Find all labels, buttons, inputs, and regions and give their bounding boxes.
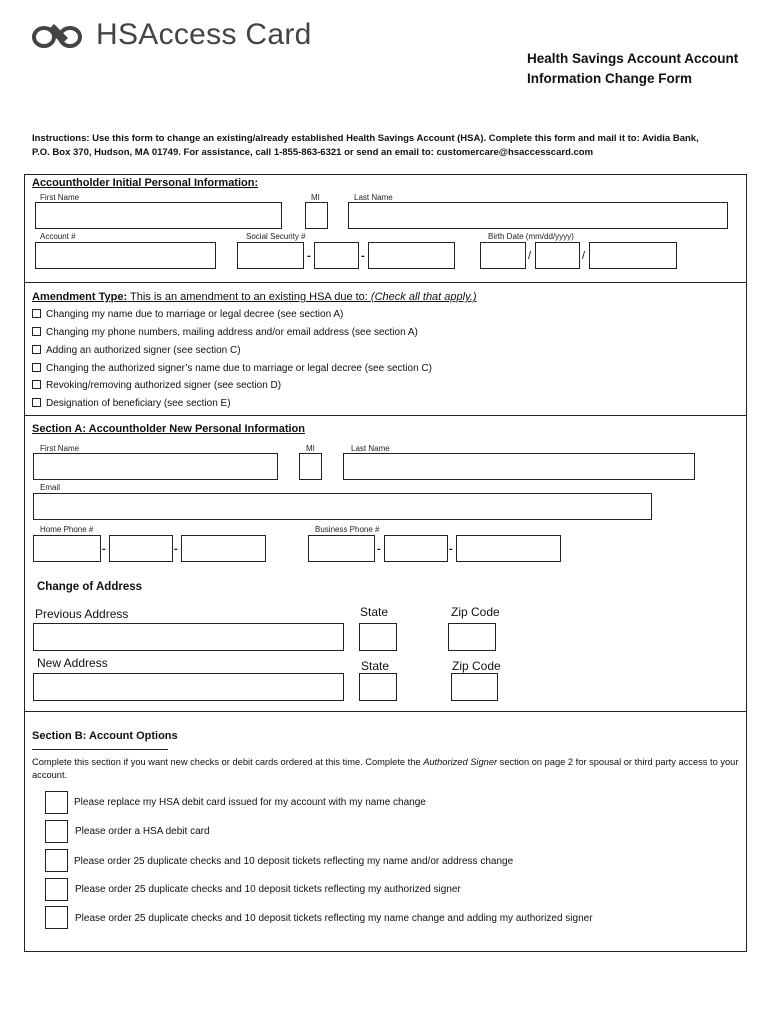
amendment-option-label: Changing my name due to marriage or legal decree (see section A)	[46, 309, 344, 320]
amendment-subtitle: This is an amendment to an existing HSA due to:	[127, 291, 371, 303]
amendment-option-label: Revoking/removing authorized signer (see section D)	[46, 380, 282, 391]
birth-date-label: Birth Date (mm/dd/yyyy)	[488, 232, 574, 241]
checkbox-icon[interactable]	[32, 398, 41, 407]
option-label-4: Please order 25 duplicate checks and 10 deposit tickets reflecting my authorized signer	[75, 884, 461, 895]
ssn-label: Social Security #	[246, 232, 306, 241]
previous-state-field[interactable]	[359, 623, 397, 651]
previous-zip-field[interactable]	[448, 623, 496, 651]
initial-info-title: Accountholder Initial Personal Information:	[32, 177, 259, 189]
new-first-name-label: First Name	[40, 444, 80, 453]
business-phone-field-3[interactable]	[456, 535, 561, 562]
amendment-option-5[interactable]	[32, 380, 281, 391]
home-phone-field-1[interactable]	[33, 535, 101, 562]
birth-month-field[interactable]	[480, 242, 526, 269]
option-checkbox-1[interactable]	[45, 791, 68, 814]
instructions	[32, 132, 699, 160]
option-checkbox-3[interactable]	[45, 849, 68, 872]
birth-year-field[interactable]	[589, 242, 677, 269]
checkbox-icon[interactable]	[32, 327, 41, 336]
last-name-field[interactable]	[348, 202, 728, 229]
amendment-option-label: Changing the authorized signer’s name due to marriage or legal decree (see section C)	[46, 363, 432, 374]
section-b-desc-line1	[32, 756, 738, 769]
section-b-desc-line2: account.	[32, 770, 68, 780]
account-field[interactable]	[35, 242, 216, 269]
instructions-line1: Instructions: Use this form to change an existing/already established Health Savings Account (HSA). Complete this form and mail it to: Avidia Bank,	[32, 133, 699, 144]
hsaccess-logo-icon	[30, 20, 86, 54]
option-label-1: Please replace my HSA debit card issued for my account with my name change	[74, 797, 426, 808]
section-b-desc-part2: section on page 2 for spousal or third party access to your	[497, 757, 739, 767]
amendment-option-3[interactable]	[32, 345, 241, 356]
ssn-dash-1: -	[307, 250, 311, 262]
mi-label: MI	[311, 193, 320, 202]
option-checkbox-5[interactable]	[45, 906, 68, 929]
checkbox-icon[interactable]	[32, 363, 41, 372]
divider-3	[24, 711, 747, 712]
business-phone-dash-1: -	[377, 543, 381, 555]
home-phone-dash-2: -	[174, 543, 178, 555]
checkbox-icon[interactable]	[32, 380, 41, 389]
form-title	[527, 49, 738, 89]
section-b-title: Section B: Account Options	[32, 730, 178, 742]
logo-text: HSAccess Card	[96, 18, 312, 51]
new-address-label: New Address	[37, 656, 108, 670]
new-state-label: State	[361, 659, 390, 673]
divider-2	[24, 415, 747, 416]
amendment-option-label: Changing my phone numbers, mailing address and/or email address (see section A)	[46, 327, 418, 338]
option-label-2: Please order a HSA debit card	[75, 826, 210, 837]
new-mi-field[interactable]	[299, 453, 322, 480]
section-b-desc-part1: Complete this section if you want new checks or debit cards ordered at this time. Complete the	[32, 757, 424, 767]
new-mi-label: MI	[306, 444, 315, 453]
amendment-option-1[interactable]	[32, 309, 343, 320]
checkbox-icon[interactable]	[32, 309, 41, 318]
birth-slash-1: /	[528, 250, 532, 262]
ssn-field-3[interactable]	[368, 242, 455, 269]
home-phone-field-2[interactable]	[109, 535, 173, 562]
section-b-title-underline	[32, 749, 168, 750]
birth-slash-2: /	[582, 250, 586, 262]
new-last-name-field[interactable]	[343, 453, 695, 480]
option-label-5: Please order 25 duplicate checks and 10 deposit tickets reflecting my name change and adding my authorized signer	[75, 913, 593, 924]
amendment-option-label: Designation of beneficiary (see section E)	[46, 398, 231, 409]
amendment-option-2[interactable]	[32, 327, 418, 338]
form-title-line2: Information Change Form	[527, 71, 692, 86]
birth-day-field[interactable]	[535, 242, 580, 269]
new-zip-label: Zip Code	[452, 659, 501, 673]
business-phone-label: Business Phone #	[315, 525, 380, 534]
section-a-title: Section A: Accountholder New Personal Information	[32, 423, 305, 435]
ssn-dash-2: -	[361, 250, 365, 262]
new-address-field[interactable]	[33, 673, 344, 701]
amendment-heading	[32, 291, 477, 303]
email-label: Email	[40, 483, 61, 492]
account-label: Account #	[40, 232, 76, 241]
first-name-label: First Name	[40, 193, 80, 202]
change-of-address-title: Change of Address	[37, 581, 143, 593]
business-phone-field-1[interactable]	[308, 535, 375, 562]
business-phone-field-2[interactable]	[384, 535, 448, 562]
instructions-line2: P.O. Box 370, Hudson, MA 01749. For assistance, call 1-855-863-6321 or send an email to: customercare@hsaccesscard.com	[32, 147, 594, 158]
ssn-field-1[interactable]	[237, 242, 304, 269]
amendment-option-4[interactable]	[32, 363, 432, 374]
previous-address-field[interactable]	[33, 623, 344, 651]
previous-zip-label: Zip Code	[451, 605, 500, 619]
section-b-desc-italic: Authorized Signer	[423, 757, 498, 767]
last-name-label: Last Name	[354, 193, 393, 202]
amendment-note: (Check all that apply.)	[370, 291, 477, 303]
first-name-field[interactable]	[35, 202, 282, 229]
checkbox-icon[interactable]	[32, 345, 41, 354]
previous-state-label: State	[360, 605, 389, 619]
previous-address-label: Previous Address	[35, 607, 129, 621]
new-zip-field[interactable]	[451, 673, 498, 701]
option-checkbox-4[interactable]	[45, 878, 68, 901]
email-field[interactable]	[33, 493, 652, 520]
amendment-option-6[interactable]	[32, 398, 231, 409]
option-checkbox-2[interactable]	[45, 820, 68, 843]
amendment-option-label: Adding an authorized signer (see section C)	[46, 345, 241, 356]
amendment-title: Amendment Type:	[32, 291, 128, 303]
home-phone-field-3[interactable]	[181, 535, 266, 562]
home-phone-label: Home Phone #	[40, 525, 94, 534]
divider-1	[24, 282, 747, 283]
option-label-3: Please order 25 duplicate checks and 10 deposit tickets reflecting my name and/or address change	[74, 856, 514, 867]
business-phone-dash-2: -	[449, 543, 453, 555]
new-last-name-label: Last Name	[351, 444, 390, 453]
section-b-description	[32, 756, 738, 782]
form-title-line1: Health Savings Account Account	[527, 51, 739, 66]
home-phone-dash-1: -	[102, 543, 106, 555]
new-state-field[interactable]	[359, 673, 397, 701]
new-first-name-field[interactable]	[33, 453, 278, 480]
mi-field[interactable]	[305, 202, 328, 229]
ssn-field-2[interactable]	[314, 242, 359, 269]
